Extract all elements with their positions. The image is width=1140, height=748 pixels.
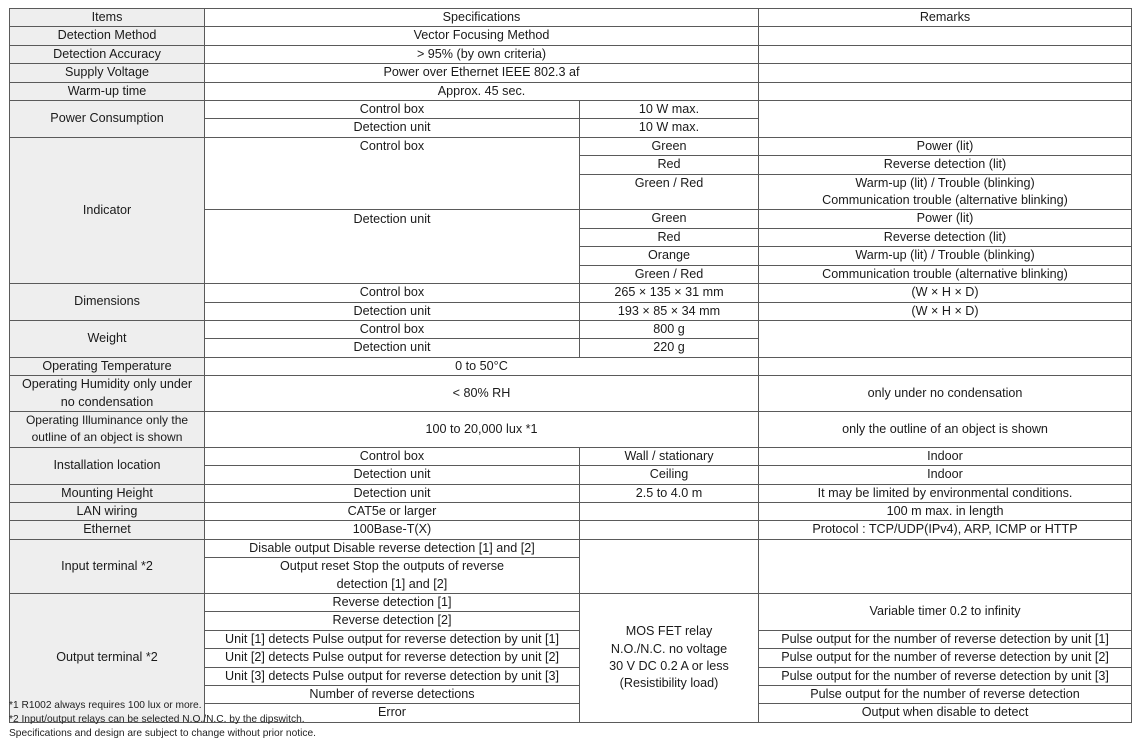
table-row (10, 27, 1132, 45)
value-cell: 2.5 to 4.0 m (580, 484, 759, 502)
table-row (10, 539, 1132, 557)
value-cell: Green / Red (580, 174, 759, 210)
remark-cell: only under no condensation (759, 376, 1132, 412)
remark-cell: Pulse output for the number of reverse detection by unit [3] (759, 667, 1132, 685)
remark-cell (759, 558, 1132, 594)
row-label: Detection Accuracy (10, 45, 205, 63)
remark-cell: Warm-up (lit) / Trouble (blinking) (759, 247, 1132, 265)
sub-label: Detection unit (205, 119, 580, 137)
relay-line: MOS FET relay (625, 624, 713, 639)
sub-label: Control box (205, 101, 580, 119)
table-row (10, 284, 1132, 302)
sub-label (205, 265, 580, 283)
remark-cell: Reverse detection (lit) (759, 156, 1132, 174)
value-cell: Wall / stationary (580, 447, 759, 465)
table-row (10, 320, 1132, 338)
row-label: Output terminal *2 (10, 594, 205, 723)
value-cell: Green (580, 210, 759, 228)
value-cell: 265 × 135 × 31 mm (580, 284, 759, 302)
remark-cell (759, 82, 1132, 100)
spec-cell: Unit [1] detects Pulse output for reverse detection by unit [1] (205, 630, 580, 648)
sub-label (205, 156, 580, 174)
relay-line: N.O./N.C. no voltage (610, 641, 728, 656)
remark-cell: Pulse output for the number of reverse detection by unit [2] (759, 649, 1132, 667)
value-cell: 10 W max. (580, 101, 759, 119)
spec-cell: CAT5e or larger (205, 502, 580, 520)
value-cell: 220 g (580, 339, 759, 357)
remark-cell: Power (lit) (759, 137, 1132, 155)
spec-cell: Reverse detection [1] (205, 594, 580, 612)
value-cell: Red (580, 228, 759, 246)
spec-cell: Unit [3] detects Pulse output for reverse detection by unit [3] (205, 667, 580, 685)
spec-cell: < 80% RH (205, 376, 759, 412)
sub-label: Detection unit (205, 484, 580, 502)
table-row (10, 357, 1132, 375)
remark-cell: Communication trouble (alternative blinking) (759, 265, 1132, 283)
footnote: *2 Input/output relays can be selected N.O./N.C. by the dipswitch. (9, 714, 305, 725)
table-row (10, 376, 1132, 412)
remark-cell: (W × H × D) (759, 302, 1132, 320)
footnote: Specifications and design are subject to change without prior notice. (9, 728, 316, 739)
remark-line: Communication trouble (alternative blinking) (822, 193, 1068, 208)
table-row (10, 137, 1132, 155)
table-row (10, 101, 1132, 119)
remark-cell: (W × H × D) (759, 284, 1132, 302)
remark-cell: Pulse output for the number of reverse detection by unit [1] (759, 630, 1132, 648)
footnotes (9, 699, 316, 741)
spec-cell: Reverse detection [2] (205, 612, 580, 630)
row-label: Warm-up time (10, 82, 205, 100)
sub-label (205, 174, 580, 210)
table-row (10, 411, 1132, 447)
row-label: Indicator (10, 137, 205, 283)
remark-cell (759, 357, 1132, 375)
table-row (10, 82, 1132, 100)
sub-label: Control box (205, 447, 580, 465)
value-cell: Green / Red (580, 265, 759, 283)
spec-cell: Disable output Disable reverse detection [1] and [2] (205, 539, 580, 557)
spec-cell (205, 558, 580, 594)
relay-line: 30 V DC 0.2 A or less (609, 658, 729, 673)
row-label (10, 376, 205, 412)
table-row (10, 521, 1132, 539)
header-specifications: Specifications (205, 9, 759, 27)
spec-cell: Number of reverse detections (205, 686, 580, 704)
relay-spec-cell (580, 594, 759, 723)
footnote: *1 R1002 always requires 100 lux or more. (9, 700, 202, 711)
value-cell: 10 W max. (580, 119, 759, 137)
row-label: Dimensions (10, 284, 205, 321)
sub-label: Control box (205, 137, 580, 155)
remark-cell (759, 174, 1132, 210)
spec-cell: 100 to 20,000 lux *1 (205, 411, 759, 447)
relay-line: (Resistibility load) (619, 676, 719, 691)
value-cell (580, 521, 759, 539)
row-label: Mounting Height (10, 484, 205, 502)
remark-cell: 100 m max. in length (759, 502, 1132, 520)
value-cell (580, 502, 759, 520)
spec-cell: Approx. 45 sec. (205, 82, 759, 100)
table-row (10, 64, 1132, 82)
remark-cell (759, 45, 1132, 63)
row-label: Detection Method (10, 27, 205, 45)
spec-cell: Error (205, 704, 580, 722)
remark-cell (759, 64, 1132, 82)
remark-cell (759, 320, 1132, 357)
value-cell: Orange (580, 247, 759, 265)
remark-cell: Output when disable to detect (759, 704, 1132, 722)
header-row (10, 9, 1132, 27)
value-cell: 800 g (580, 320, 759, 338)
header-items: Items (10, 9, 205, 27)
value-cell: Green (580, 137, 759, 155)
table-row (10, 484, 1132, 502)
remark-cell: It may be limited by environmental conditions. (759, 484, 1132, 502)
spec-line: detection [1] and [2] (336, 576, 448, 591)
spec-line: Output reset Stop the outputs of reverse (279, 559, 505, 574)
sub-label: Detection unit (205, 466, 580, 484)
remark-cell: Pulse output for the number of reverse detection (759, 686, 1132, 704)
row-label (10, 411, 205, 447)
table-row (10, 45, 1132, 63)
value-cell: Red (580, 156, 759, 174)
value-cell: Ceiling (580, 466, 759, 484)
row-label: Input terminal *2 (10, 539, 205, 593)
sub-label (205, 228, 580, 246)
remark-cell (759, 27, 1132, 45)
sub-label: Detection unit (205, 302, 580, 320)
value-cell (580, 558, 759, 594)
spec-cell: Vector Focusing Method (205, 27, 759, 45)
spec-cell: Power over Ethernet IEEE 802.3 af (205, 64, 759, 82)
remark-cell: only the outline of an object is shown (759, 411, 1132, 447)
remark-cell: Indoor (759, 447, 1132, 465)
table-row (10, 594, 1132, 612)
row-label: Weight (10, 320, 205, 357)
spec-cell: Unit [2] detects Pulse output for reverse detection by unit [2] (205, 649, 580, 667)
row-label-line: outline of an object is shown (31, 430, 183, 445)
row-label-line: Operating Humidity only under (21, 377, 193, 392)
sub-label: Control box (205, 320, 580, 338)
row-label: LAN wiring (10, 502, 205, 520)
row-label: Operating Temperature (10, 357, 205, 375)
remark-cell: Reverse detection (lit) (759, 228, 1132, 246)
table-row (10, 447, 1132, 465)
remark-cell (759, 101, 1132, 138)
sub-label: Detection unit (205, 210, 580, 228)
row-label: Installation location (10, 447, 205, 484)
sub-label: Control box (205, 284, 580, 302)
remark-cell: Protocol : TCP/UDP(IPv4), ARP, ICMP or HTTP (759, 521, 1132, 539)
table-row (10, 502, 1132, 520)
remark-cell: Variable timer 0.2 to infinity (759, 594, 1132, 631)
row-label-line: no condensation (60, 394, 154, 409)
remark-cell: Indoor (759, 466, 1132, 484)
value-cell: 193 × 85 × 34 mm (580, 302, 759, 320)
spec-cell: 100Base-T(X) (205, 521, 580, 539)
row-label-line: Operating Illuminance only the (25, 412, 189, 427)
row-label: Power Consumption (10, 101, 205, 138)
spec-cell: 0 to 50°C (205, 357, 759, 375)
sub-label: Detection unit (205, 339, 580, 357)
specifications-table (9, 8, 1132, 723)
sub-label (205, 247, 580, 265)
row-label: Ethernet (10, 521, 205, 539)
row-label: Supply Voltage (10, 64, 205, 82)
header-remarks: Remarks (759, 9, 1132, 27)
remark-cell: Power (lit) (759, 210, 1132, 228)
remark-cell (759, 539, 1132, 557)
value-cell (580, 539, 759, 557)
spec-cell: > 95% (by own criteria) (205, 45, 759, 63)
remark-line: Warm-up (lit) / Trouble (blinking) (855, 175, 1035, 190)
